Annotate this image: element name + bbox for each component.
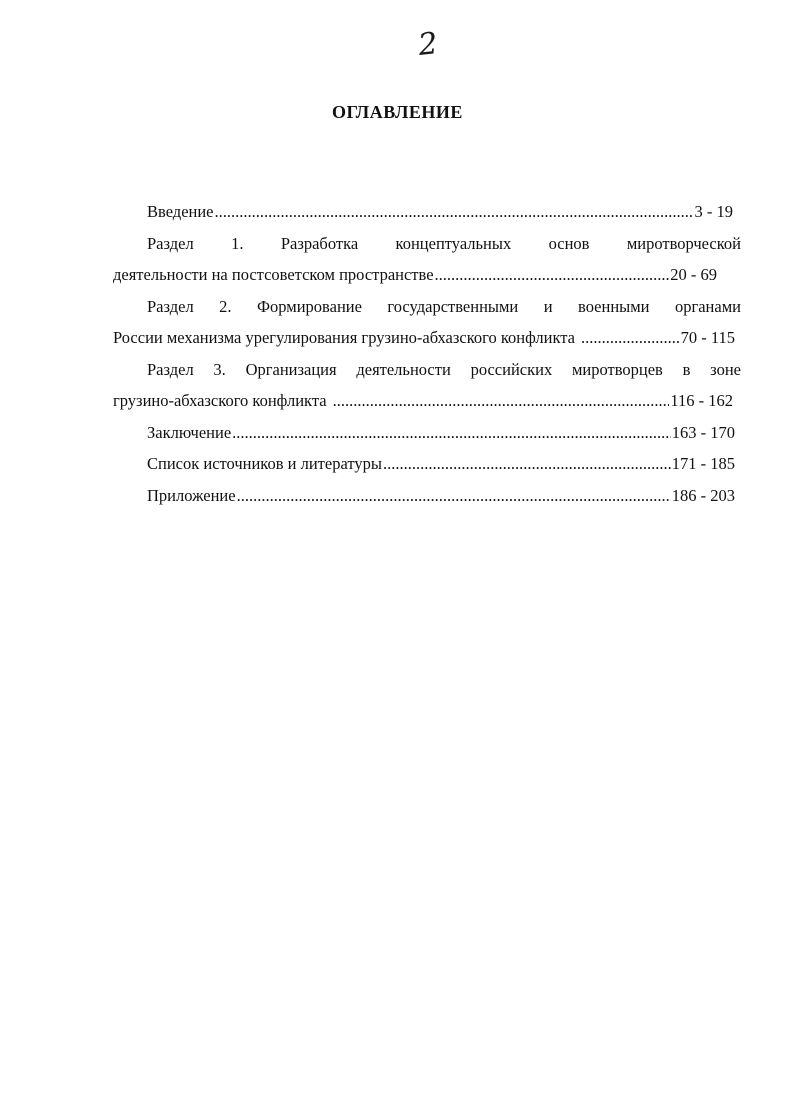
toc-pages: 171 - 185 <box>671 454 735 473</box>
dot-leader <box>215 196 694 228</box>
dot-leader <box>435 259 670 291</box>
page-title: ОГЛАВЛЕНИЕ <box>332 102 463 122</box>
toc-label: Заключение <box>147 422 232 442</box>
toc-entry-sources <box>113 448 741 480</box>
toc-entry-section-2 <box>113 291 741 354</box>
toc-line-1: Раздел 1. Разработка концептуальных основ миротворческой <box>147 233 741 253</box>
handwritten-page-number: 2 <box>416 26 440 63</box>
toc-pages: 186 - 203 <box>671 485 735 505</box>
dot-leader <box>333 385 670 417</box>
toc-label: Приложение <box>147 485 236 505</box>
toc-label: Список источников и литературы <box>147 454 382 473</box>
dot-leader <box>237 480 671 512</box>
toc-line-1: Раздел 2. Формирование государственными и военными органами <box>147 296 741 316</box>
dot-leader <box>581 322 680 354</box>
toc-entry-section-1 <box>113 228 741 291</box>
toc-label: грузино-абхазского конфликта <box>113 391 327 410</box>
dot-leader <box>232 417 671 449</box>
toc-entry-introduction <box>113 196 741 228</box>
toc-entry-section-3 <box>113 354 741 417</box>
dot-leader <box>383 448 671 480</box>
table-of-contents <box>113 196 741 511</box>
toc-pages: 3 - 19 <box>694 202 733 221</box>
toc-label: России механизма урегулирования грузино-абхазского конфликта <box>113 328 575 347</box>
toc-line-1: Раздел 3. Организация деятельности российских миротворцев в зоне <box>147 359 741 379</box>
toc-entry-conclusion <box>113 417 741 449</box>
toc-pages: 70 - 115 <box>680 328 735 347</box>
toc-pages: 20 - 69 <box>670 265 717 284</box>
toc-label: деятельности на постсоветском пространстве <box>113 265 434 284</box>
toc-pages: 116 - 162 <box>670 391 733 410</box>
toc-entry-appendix <box>113 480 741 512</box>
toc-label: Введение <box>147 202 214 221</box>
toc-pages: 163 - 170 <box>671 422 735 442</box>
